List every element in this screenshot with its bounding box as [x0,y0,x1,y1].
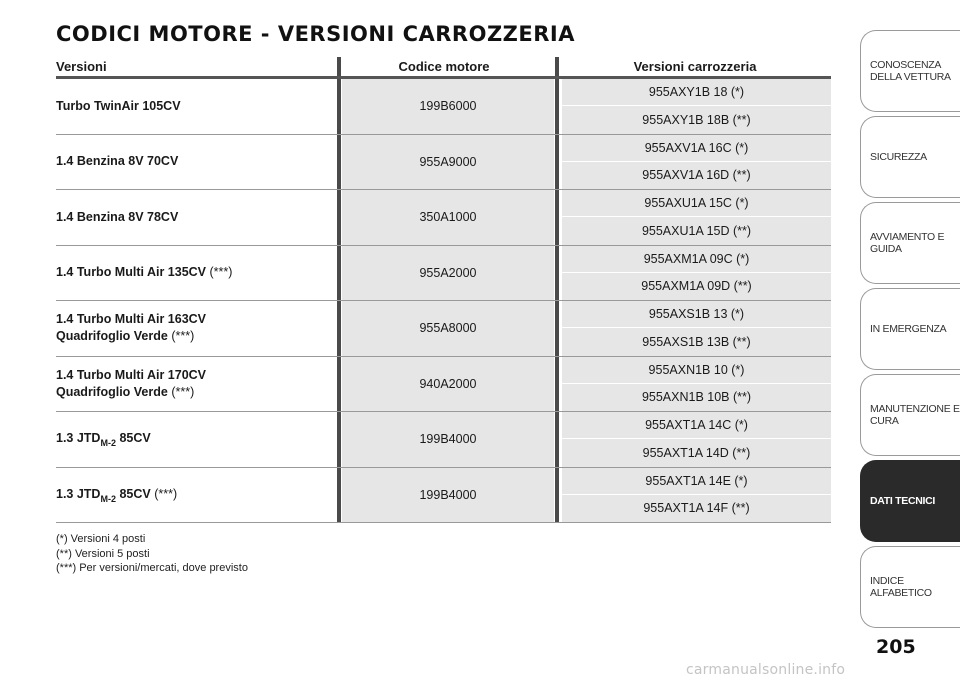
body-version: 955AXV1A 16C (*) [562,135,831,162]
engine-code: 955A2000 [342,246,554,301]
engine-code: 350A1000 [342,190,554,245]
body-version: 955AXU1A 15D (**) [562,217,831,244]
footnotes [56,532,248,576]
header-versioni-carrozzeria: Versioni carrozzeria [633,59,757,74]
body-version: 955AXS1B 13B (**) [562,328,831,355]
tab-in-emergenza[interactable]: IN EMERGENZA [860,288,960,370]
table-row [56,246,831,302]
row-label: 1.4 Benzina 8V 70CV [56,154,179,169]
engine-codes-table [56,57,831,523]
body-version: 955AXT1A 14E (*) [562,468,831,495]
body-version: 955AXT1A 14F (**) [562,495,831,522]
row-label: 1.4 Turbo Multi Air 170CV Quadrifoglio Verde (***) [56,367,207,399]
tab-avviamento-e-guida[interactable]: AVVIAMENTO E GUIDA [860,202,960,284]
body-version: 955AXU1A 15C (*) [562,190,831,217]
tab-indice-alfabetico[interactable]: INDICE ALFABETICO [860,546,960,628]
page-number: 205 [876,636,916,658]
header-codice-motore: Codice motore [398,59,490,74]
body-version: 955AXS1B 13 (*) [562,301,831,328]
row-label: 1.4 Benzina 8V 78CV [56,209,179,224]
page-title: CODICI MOTORE - VERSIONI CARROZZERIA [56,22,575,46]
engine-code: 199B6000 [342,79,554,134]
body-version: 955AXY1B 18B (**) [562,106,831,133]
engine-code: 199B4000 [342,468,554,523]
body-version: 955AXT1A 14D (**) [562,439,831,466]
row-note: (***) [171,329,195,344]
tab-manutenzione-e-cura[interactable]: MANUTENZIONE E CURA [860,374,960,456]
footnote: (***) Per versioni/mercati, dove previsto [56,562,248,574]
body-version: 955AXN1B 10B (**) [562,384,831,411]
row-label: 1.3 $JTD_{M-2}$ 85CV (***) [56,486,178,504]
body-version: 955AXN1B 10 (*) [562,357,831,384]
row-note: (***) [209,265,233,280]
table-row [56,135,831,191]
table-row [56,412,831,468]
body-version: 955AXY1B 18 (*) [562,79,831,106]
footnote: (*) Versioni 4 posti [56,533,146,545]
body-version: 955AXM1A 09D (**) [562,273,831,300]
engine-code: 940A2000 [342,357,554,412]
table-row [56,190,831,246]
header-versioni: Versioni [56,59,107,74]
tab-sicurezza[interactable]: SICUREZZA [860,116,960,198]
tab-conoscenza-della-vettura[interactable]: CONOSCENZA DELLA VETTURA [860,30,960,112]
body-version: 955AXT1A 14C (*) [562,412,831,439]
engine-code: 955A8000 [342,301,554,356]
row-label: 1.4 Turbo Multi Air 135CV (***) [56,265,233,280]
row-note: (***) [154,486,178,501]
body-version: 955AXV1A 16D (**) [562,162,831,189]
engine-code: 955A9000 [342,135,554,190]
engine-code: 199B4000 [342,412,554,467]
tab-dati-tecnici[interactable]: DATI TECNICI [860,460,960,542]
table-header [56,57,831,79]
body-version: 955AXM1A 09C (*) [562,246,831,273]
row-label: 1.3 $JTD_{M-2}$ 85CV [56,431,151,449]
row-note: (***) [171,384,195,399]
watermark: carmanualsonline.info [686,662,846,678]
table-row [56,79,831,135]
row-label: 1.4 Turbo Multi Air 163CV Quadrifoglio Verde (***) [56,312,207,344]
row-label: Turbo TwinAir 105CV [56,98,181,113]
table-row [56,468,831,524]
table-row [56,357,831,413]
table-row [56,301,831,357]
footnote: (**) Versioni 5 posti [56,547,150,560]
